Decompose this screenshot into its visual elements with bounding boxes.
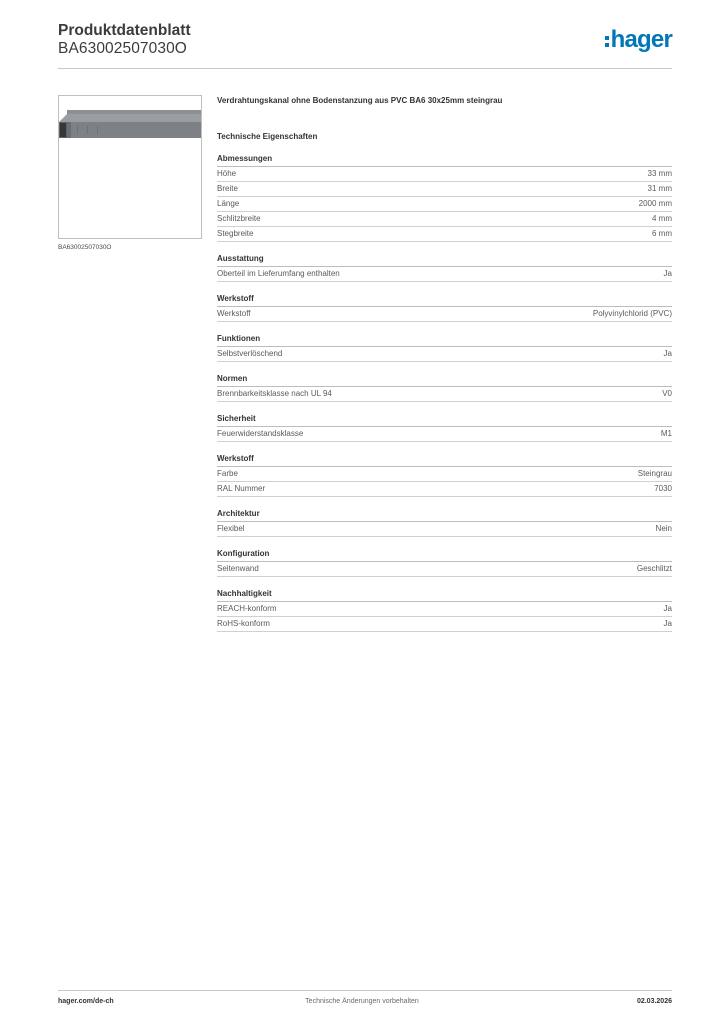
property-section — [217, 153, 672, 242]
logo-text: hager — [610, 26, 672, 53]
property-row — [217, 267, 672, 282]
property-label: Werkstoff — [217, 309, 251, 318]
property-label: Länge — [217, 199, 240, 208]
property-value: 31 mm — [647, 184, 672, 193]
image-caption: BA63002507030O — [58, 244, 112, 251]
property-label: Flexibel — [217, 524, 245, 533]
property-section — [217, 333, 672, 362]
technical-properties-title: Technische Eigenschaften — [217, 132, 318, 141]
property-label: Seitenwand — [217, 564, 259, 573]
logo-colon-icon — [605, 36, 609, 47]
section-title: Sicherheit — [217, 413, 672, 427]
property-section — [217, 413, 672, 442]
property-value: 33 mm — [647, 169, 672, 178]
footer-website[interactable]: hager.com/de-ch — [58, 998, 114, 1005]
property-value: V0 — [662, 389, 672, 398]
property-value: Ja — [663, 619, 672, 628]
property-section — [217, 453, 672, 497]
property-value: Polyvinylchlorid (PVC) — [592, 309, 672, 318]
property-value: 2000 mm — [638, 199, 672, 208]
product-image — [58, 95, 202, 239]
property-section — [217, 588, 672, 632]
property-row — [217, 347, 672, 362]
property-label: Feuerwiderstandsklasse — [217, 429, 304, 438]
document-number: BA63002507030O — [58, 40, 187, 57]
property-label: Breite — [217, 184, 238, 193]
property-row — [217, 182, 672, 197]
section-title: Abmessungen — [217, 153, 672, 167]
property-row — [217, 387, 672, 402]
section-title: Werkstoff — [217, 453, 672, 467]
property-section — [217, 293, 672, 322]
property-row — [217, 427, 672, 442]
property-value: 4 mm — [652, 214, 672, 223]
property-label: RAL Nummer — [217, 484, 266, 493]
document-title: Produktdatenblatt — [58, 22, 191, 39]
property-row — [217, 467, 672, 482]
hager-logo — [605, 28, 672, 52]
property-section — [217, 373, 672, 402]
property-label: Schlitzbreite — [217, 214, 261, 223]
page-header — [58, 22, 672, 70]
property-row — [217, 482, 672, 497]
section-title: Werkstoff — [217, 293, 672, 307]
section-title: Funktionen — [217, 333, 672, 347]
footer-divider — [58, 990, 672, 991]
property-section — [217, 508, 672, 537]
product-details — [217, 95, 672, 643]
property-value: 6 mm — [652, 229, 672, 238]
header-divider — [58, 68, 672, 69]
section-title: Architektur — [217, 508, 672, 522]
property-label: Höhe — [217, 169, 237, 178]
section-title: Nachhaltigkeit — [217, 588, 672, 602]
property-label: Selbstverlöschend — [217, 349, 283, 358]
section-title: Ausstattung — [217, 253, 672, 267]
property-row — [217, 212, 672, 227]
property-row — [217, 617, 672, 632]
property-row — [217, 167, 672, 182]
section-title: Normen — [217, 373, 672, 387]
cable-duct-icon — [59, 96, 201, 238]
property-label: RoHS-konform — [217, 619, 270, 628]
property-value: Geschlitzt — [636, 564, 672, 573]
property-value: Nein — [655, 524, 672, 533]
footer-notice: Technische Änderungen vorbehalten — [305, 998, 419, 1005]
property-section — [217, 253, 672, 282]
property-value: Steingrau — [637, 469, 672, 478]
property-value: Ja — [663, 269, 672, 278]
product-description: Verdrahtungskanal ohne Bodenstanzung aus PVC BA6 30x25mm steingrau — [217, 96, 503, 105]
property-value: Ja — [663, 349, 672, 358]
property-label: Farbe — [217, 469, 238, 478]
property-value: Ja — [663, 604, 672, 613]
property-section — [217, 548, 672, 577]
property-label: Stegbreite — [217, 229, 254, 238]
property-row — [217, 307, 672, 322]
property-row — [217, 227, 672, 242]
footer-date: 02.03.2026 — [636, 998, 672, 1005]
property-row — [217, 197, 672, 212]
property-label: Brennbarkeitsklasse nach UL 94 — [217, 389, 332, 398]
section-title: Konfiguration — [217, 548, 672, 562]
property-value: M1 — [660, 429, 672, 438]
property-row — [217, 562, 672, 577]
property-label: Oberteil im Lieferumfang enthalten — [217, 269, 340, 278]
property-value: 7030 — [654, 484, 672, 493]
property-row — [217, 522, 672, 537]
property-row — [217, 602, 672, 617]
property-sections — [217, 153, 672, 632]
property-label: REACH-konform — [217, 604, 277, 613]
